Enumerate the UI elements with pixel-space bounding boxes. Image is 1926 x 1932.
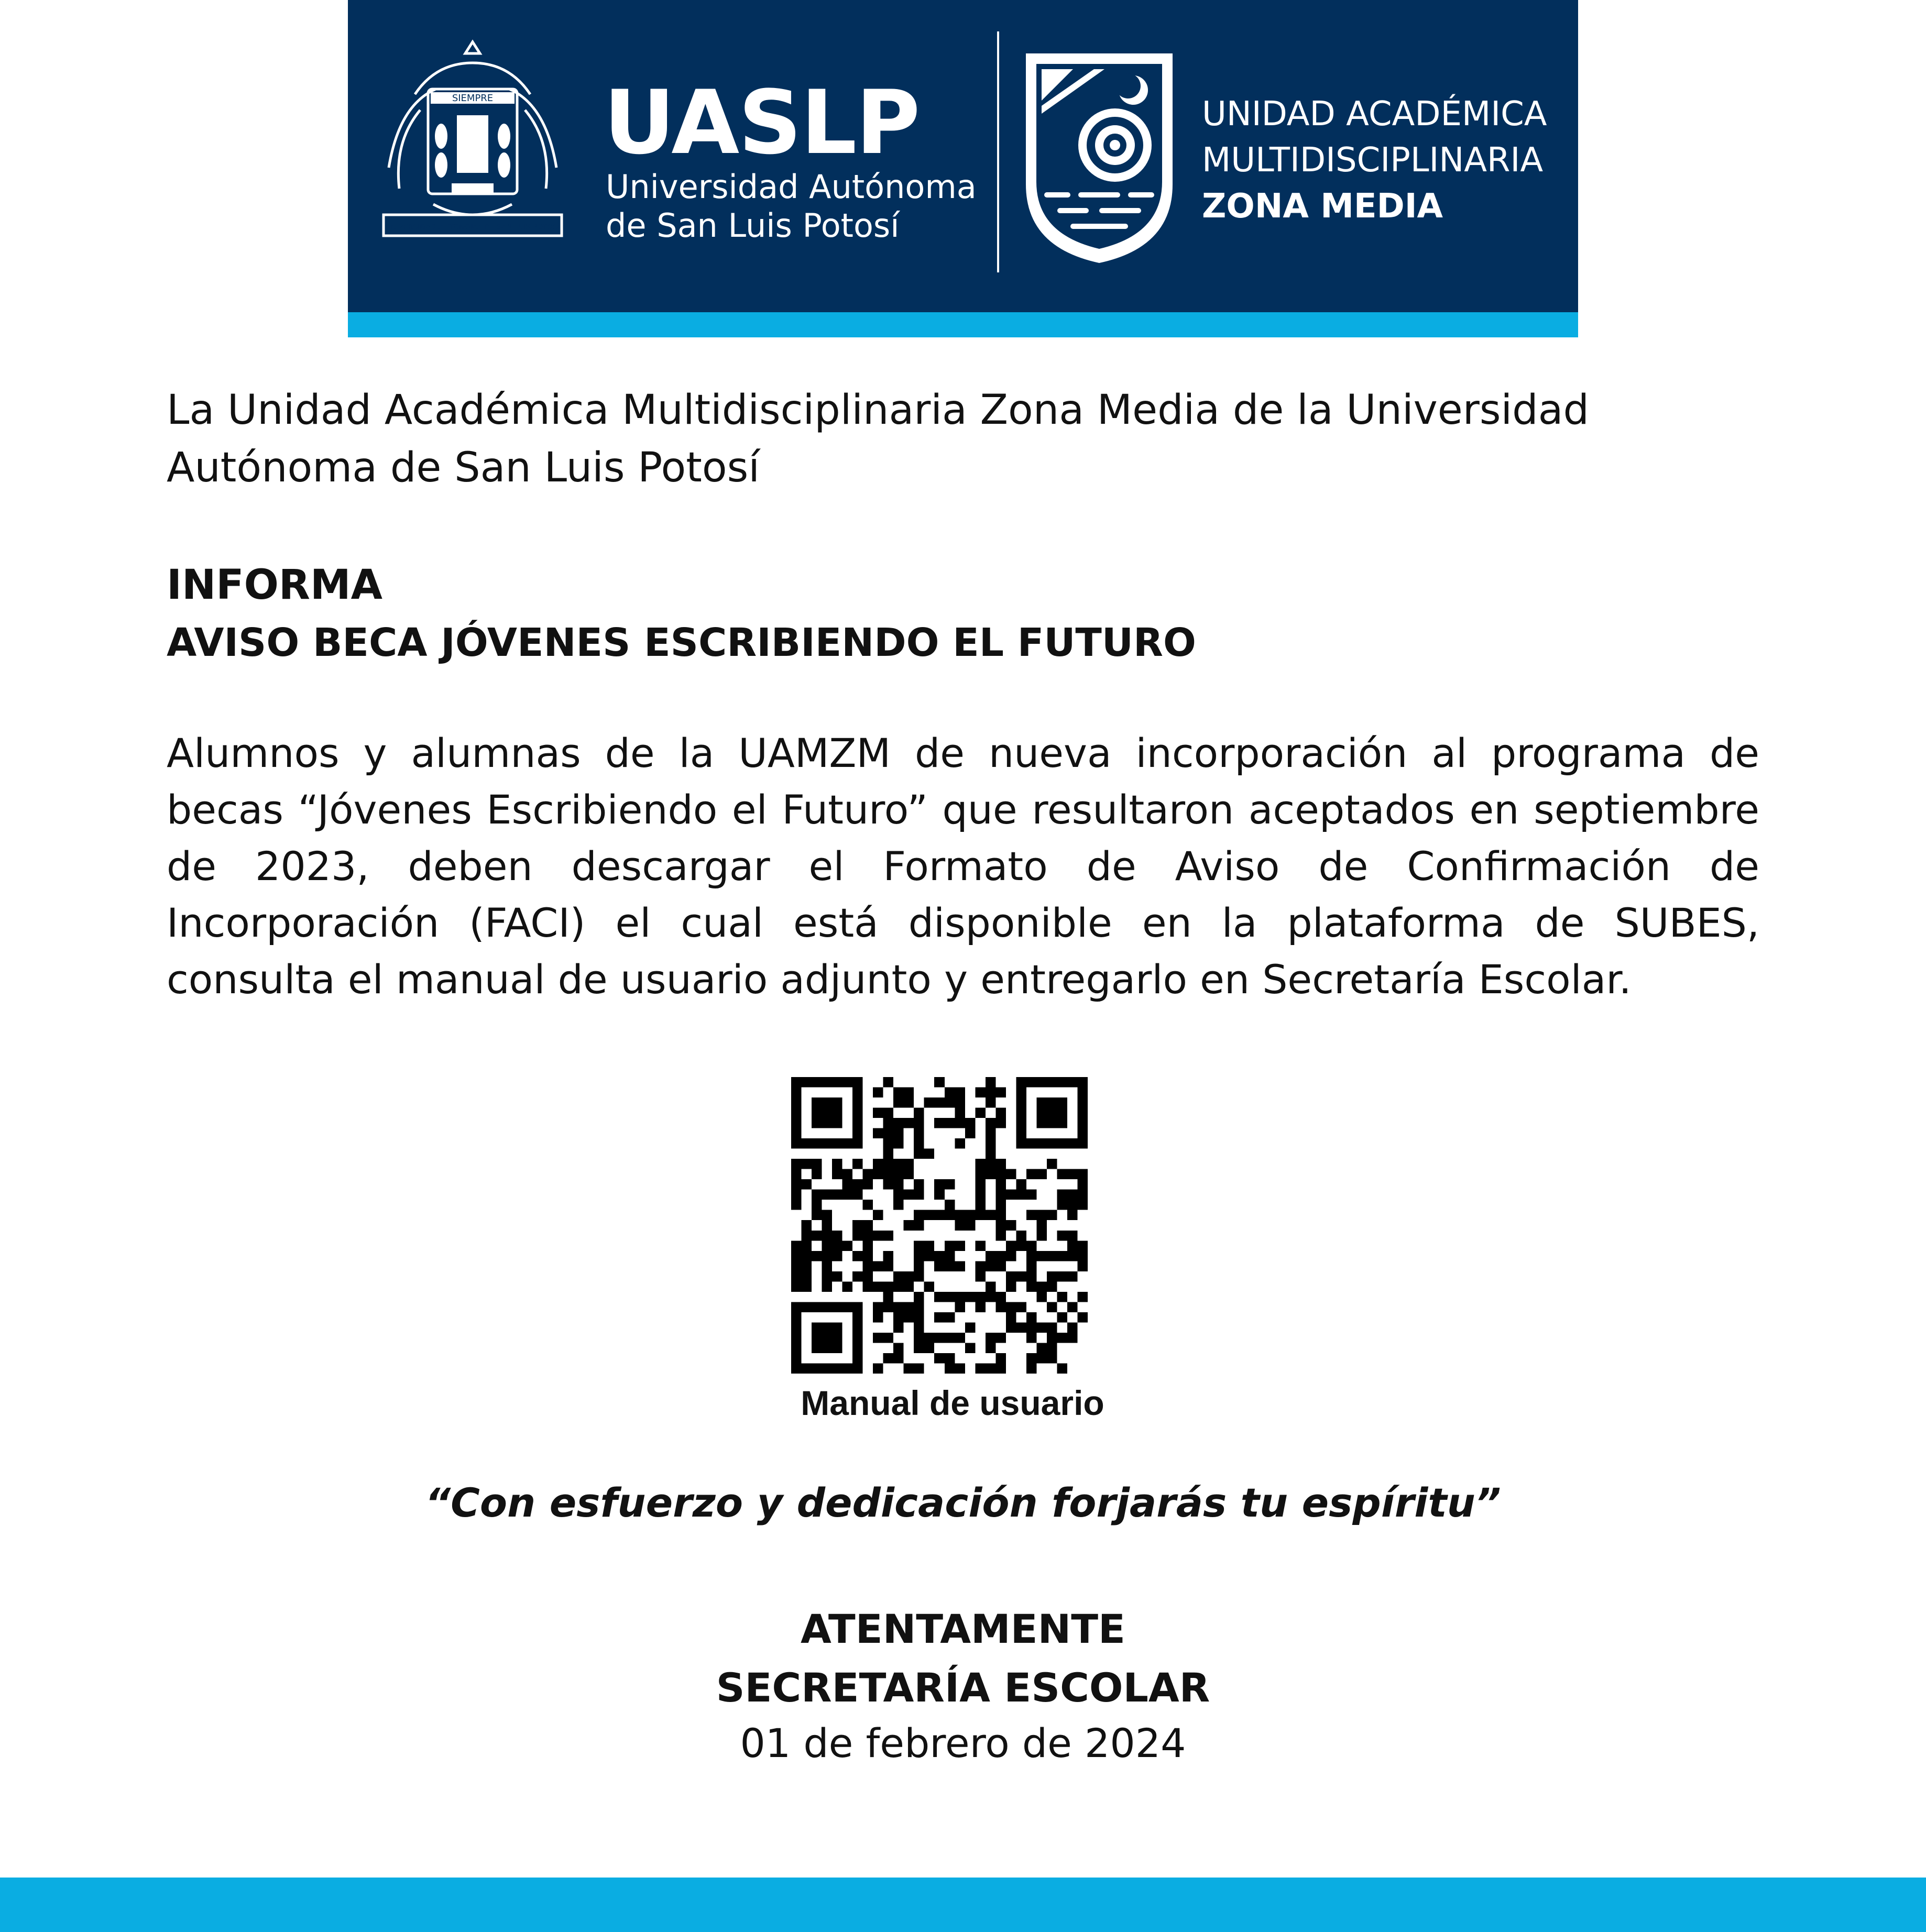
unit-name-line2: MULTIDISCIPLINARIA xyxy=(1202,141,1544,180)
footer-accent-bar xyxy=(0,1878,1926,1932)
intro-text: La Unidad Académica Multidisciplinaria Zona Media de la Universidad Autónoma de San Luis Potosí xyxy=(167,387,1589,491)
svg-text:UNIVERSIDAD AUTONOMA DE SAN LU: UNIVERSIDAD AUTONOMA DE SAN LUIS POTOSI xyxy=(385,223,560,232)
university-name-line1: Universidad Autónoma xyxy=(606,168,977,206)
motto-quote: “Con esfuerzo y dedicación forjarás tu espíritu” xyxy=(425,1479,1501,1526)
signature-office: SECRETARÍA ESCOLAR xyxy=(716,1664,1210,1711)
zona-media-shield-logo xyxy=(1021,48,1178,267)
notice-title: AVISO BECA JÓVENES ESCRIBIENDO EL FUTURO xyxy=(167,620,1196,665)
informa-heading: INFORMA xyxy=(167,562,382,609)
unit-name-line1: UNIDAD ACADÉMICA xyxy=(1202,95,1547,134)
qr-code[interactable] xyxy=(791,1077,1088,1374)
svg-text:SIEMPRE: SIEMPRE xyxy=(452,93,494,104)
unit-name-line3: ZONA MEDIA xyxy=(1202,187,1443,226)
university-name-line2: de San Luis Potosí xyxy=(606,206,900,245)
notice-paragraph: Alumnos y alumnas de la UAMZM de nueva incorporación al programa de becas “Jóvenes Escribiendo el Futuro” que resultaron aceptados en septiembre de 2023, deben descargar el Formato de Aviso de Confirmación de Incorporación (FACI) el cual está disponible en la plataforma de SUBES, consulta el manual de usuario adjunto y entregarlo en Secretaría Escolar. xyxy=(167,730,1759,1003)
signature-closing: ATENTAMENTE xyxy=(801,1606,1125,1652)
signature-date: 01 de febrero de 2024 xyxy=(740,1720,1186,1766)
qr-caption: Manual de usuario xyxy=(801,1384,1104,1422)
university-acronym: UASLP xyxy=(604,71,920,174)
header-divider xyxy=(997,31,999,272)
uaslp-crest-logo xyxy=(378,31,567,262)
header-accent-stripe xyxy=(348,312,1578,337)
